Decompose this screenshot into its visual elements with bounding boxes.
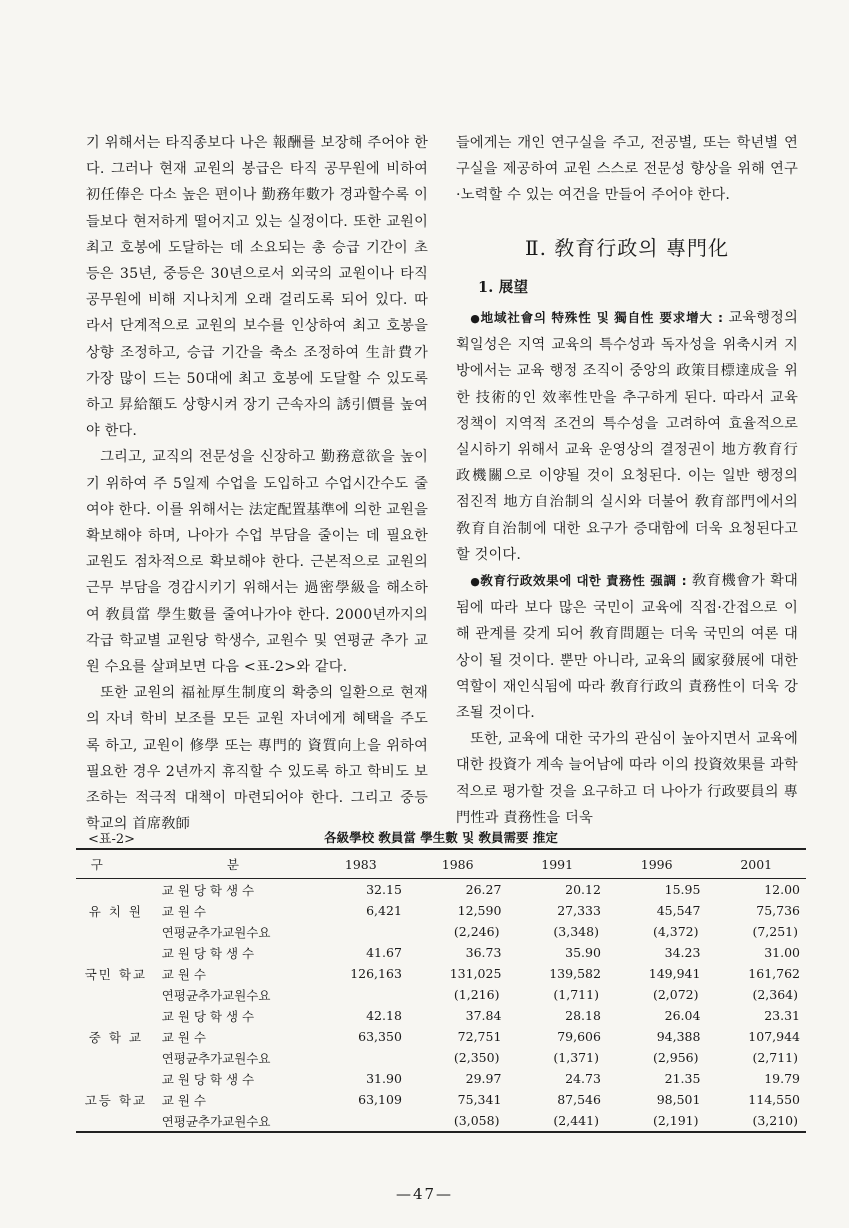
paragraph-lead: 敎育行政效果에 대한 責務性 强調 :	[480, 573, 692, 589]
table-cell: 19.79	[764, 1071, 800, 1086]
table-cell: 75,341	[457, 1092, 502, 1107]
paragraph	[456, 568, 798, 726]
table-cell: (3,348)	[553, 924, 599, 939]
header-year: 2001	[706, 849, 806, 879]
table-cell: (1,711)	[553, 987, 599, 1002]
table-cell: 63,109	[358, 1092, 402, 1107]
table-cell: 41.67	[366, 945, 402, 960]
table-row	[76, 1047, 806, 1068]
metric-label: 교 원 수	[161, 1092, 206, 1108]
table-cell: 139,582	[549, 966, 601, 981]
metric-label: 교 원 당 학 생 수	[161, 1008, 255, 1024]
table-row	[76, 984, 806, 1005]
table-cell: 114,550	[748, 1092, 800, 1107]
section-title: Ⅱ. 敎育行政의 專門化	[525, 235, 729, 260]
table-cell: (7,251)	[752, 924, 798, 939]
table-row	[76, 879, 806, 901]
metric-label: 교 원 수	[161, 1029, 206, 1045]
table-row	[76, 1005, 806, 1026]
table-cell: 37.84	[465, 1008, 502, 1023]
table-title: 各級學校 敎員當 學生數 및 敎員需要 推定	[324, 830, 558, 845]
table-cell: 42.18	[366, 1008, 402, 1023]
table-cell: (1,371)	[553, 1050, 599, 1065]
table-cell: 34.23	[664, 945, 701, 960]
right-text-column	[456, 130, 798, 831]
table-row	[76, 1068, 806, 1089]
table-cell: 20.12	[565, 882, 601, 897]
paragraph: 기 위해서는 타직종보다 나은 報酬를 보장해 주어야 한다. 그러나 현재 교원의 봉급은 타직 공무원에 비하여 初任俸은 다소 높은 편이나 勤務年數가 경과할수록 이들보다 현저하게 떨어지고 있는 실정이다. 또한 교원이 최고 호봉에 도달하는 데 소요되는 총 승급 기간이 초등은 35년, 중등은 30년으로서 외국의 교원이나 타직 공무원에 비해 지나치게 오래 걸리도록 되어 있다. 따라서 단계적으로 교원의 보수를 인상하여 최고 호봉을 상향 조정하고, 승급 기간을 축소 조정하여 生計費가 가장 많이 드는 50대에 최고 호봉에 도달할 수 있도록 하고 昇給額도 상향시켜 장기 근속자의 誘引價를 높여야 한다.	[86, 135, 428, 440]
metric-label: 연평균추가교원수요	[161, 1113, 271, 1129]
table-cell: 87,546	[557, 1092, 601, 1107]
table-cell: 31.00	[764, 945, 800, 960]
table-cell: (2,191)	[652, 1113, 699, 1128]
table-cell: 21.35	[664, 1071, 701, 1086]
header-year: 1991	[507, 849, 607, 879]
table-cell: (2,711)	[752, 1050, 798, 1065]
table-cell: 26.27	[465, 882, 502, 897]
table-cell: 23.31	[764, 1008, 800, 1023]
table-row	[76, 1089, 806, 1110]
table-cell: 29.97	[465, 1071, 502, 1086]
school-name: 국민 학교	[84, 966, 148, 982]
table-cell: 32.15	[366, 882, 402, 897]
table-cell: (2,441)	[553, 1113, 599, 1128]
header-gubun: 구 분	[76, 849, 314, 879]
spacer	[314, 921, 408, 942]
table-cell: (2,246)	[453, 924, 500, 939]
table-body	[76, 879, 806, 1133]
metric-label: 교 원 당 학 생 수	[161, 945, 255, 961]
table-cell: 6,421	[366, 903, 402, 918]
table-row	[76, 1110, 806, 1132]
subsection-title: 1. 展望	[478, 278, 529, 296]
table-row	[76, 942, 806, 963]
table-cell: 161,762	[748, 966, 800, 981]
header-year: 1996	[607, 849, 707, 879]
table-cell: 63,350	[358, 1029, 402, 1044]
table-cell: 28.18	[565, 1008, 601, 1023]
paragraph-body: 교육행정의 획일성은 지역 교육의 특수성과 독자성을 위축시켜 지방에서는 교육 행정 조직이 중앙의 政策目標達成을 위한 技術的인 效率性만을 추구하게 된다. 따라서 교육 정책이 지역적 조건의 특수성을 고려하여 효율적으로 실시하기 위해서 교육 운영상의 결정권이 地方敎育行政機關으로 이양될 것이 요청된다. 이는 일반 행정의 점진적 地方自治制의 실시와 더불어 敎育部門에서의 敎育自治制에 대한 요구가 증대함에 더욱 요청된다고 할 것이다.	[456, 310, 798, 563]
table-cell: 131,025	[449, 966, 502, 981]
table-cell: 35.90	[565, 945, 601, 960]
spacer	[314, 1110, 408, 1132]
metric-label: 연평균추가교원수요	[161, 1050, 271, 1066]
table-cell: (4,372)	[652, 924, 699, 939]
table-cell: (2,956)	[652, 1050, 699, 1065]
table-cell: 107,944	[748, 1029, 800, 1044]
bullet-icon: ●	[470, 575, 481, 589]
table-row	[76, 900, 806, 921]
metric-label: 교 원 수	[161, 903, 206, 919]
table-cell: (2,350)	[453, 1050, 500, 1065]
school-name: 고등 학교	[84, 1092, 148, 1108]
paragraph: 또한 교원의 福祉厚生制度의 확충의 일환으로 현재의 자녀 학비 보조를 모든 교원 자녀에게 혜택을 주도록 하고, 교원이 修學 또는 專門的 資質向上을 위하여 필요한 경우 2년까지 휴직할 수 있도록 하고 학비도 보조하는 적극적 대책이 마련되어야 한다. 그리고 중등 학교의 首席敎師	[86, 685, 428, 833]
table-label: <표-2>	[88, 832, 136, 847]
table-section	[76, 826, 806, 1133]
school-name: 유 치 원	[88, 903, 143, 919]
table-cell: 12,590	[457, 903, 502, 918]
table-row	[76, 963, 806, 984]
page-number: —47—	[395, 1185, 454, 1203]
table-cell: (2,364)	[752, 987, 798, 1002]
table-cell: 12.00	[764, 882, 800, 897]
table-cell: 126,163	[350, 966, 402, 981]
table-cell: 75,736	[756, 903, 800, 918]
metric-label: 교 원 당 학 생 수	[161, 1071, 255, 1087]
table-cell: (3,210)	[752, 1113, 798, 1128]
paragraph-body: 敎育機會가 확대됨에 따라 보다 많은 국민이 교육에 직접·간접으로 이해 관계를 갖게 되어 敎育問題는 더욱 국민의 여론 대상이 될 것이다. 뿐만 아니라, 교육의 國家發展에 대한 역할이 재인식됨에 따라 敎育行政의 責務性이 더욱 강조될 것이다.	[456, 573, 798, 722]
table-cell: 27,333	[557, 903, 601, 918]
table-cell: 45,547	[656, 903, 701, 918]
metric-label: 교 원 당 학 생 수	[161, 882, 255, 898]
table-header-row	[76, 849, 806, 879]
metric-label: 연평균추가교원수요	[161, 924, 271, 940]
table-cell: 94,388	[656, 1029, 701, 1044]
table-cell: (3,058)	[453, 1113, 500, 1128]
paragraph	[456, 305, 798, 568]
paragraph: 들에게는 개인 연구실을 주고, 전공별, 또는 학년별 연구실을 제공하여 교원 스스로 전문성 향상을 위해 연구·노력할 수 있는 여건을 만들어 주어야 한다.	[456, 135, 798, 204]
table-cell: 24.73	[565, 1071, 601, 1086]
table-row	[76, 921, 806, 942]
header-year: 1986	[408, 849, 508, 879]
table-row	[76, 1026, 806, 1047]
paragraph: 또한, 교육에 대한 국가의 관심이 높아지면서 교육에 대한 投資가 계속 늘어남에 따라 이의 投資效果를 과학적으로 평가할 것을 요구하고 더 나아가 行政要員의 專門性과 責務性을 더욱	[456, 731, 798, 826]
teacher-demand-table	[76, 848, 806, 1133]
paragraph-lead: 地域社會의 特殊性 및 獨自性 要求增大 :	[480, 310, 729, 326]
table-cell: 15.95	[664, 882, 701, 897]
table-cell: (1,216)	[453, 987, 500, 1002]
header-year: 1983	[314, 849, 408, 879]
spacer	[314, 984, 408, 1005]
metric-label: 교 원 수	[161, 966, 206, 982]
left-text-column	[86, 130, 428, 837]
table-cell: 36.73	[465, 945, 502, 960]
metric-label: 연평균추가교원수요	[161, 987, 271, 1003]
paragraph: 그리고, 교직의 전문성을 신장하고 勤務意欲을 높이기 위하여 주 5일제 수업을 도입하고 수업시간수도 줄여야 한다. 이를 위해서는 法定配置基準에 의한 교원을 확보해야 하며, 나아가 수업 부담을 줄이는 데 필요한 교원도 점차적으로 확보해야 한다. 근본적으로 교원의 근무 부담을 경감시키기 위해서는 過密學級을 해소하여 敎員當 學生數를 줄여나가야 한다. 2000년까지의 각급 학교별 교원당 학생수, 교원수 및 연평균 추가 교원 수요를 살펴보면 다음 <표-2>와 같다.	[86, 449, 428, 676]
spacer	[314, 1047, 408, 1068]
table-cell: 31.90	[366, 1071, 402, 1086]
table-cell: 149,941	[648, 966, 701, 981]
table-cell: 26.04	[664, 1008, 701, 1023]
table-cell: (2,072)	[652, 987, 699, 1002]
bullet-icon: ●	[470, 312, 481, 326]
table-caption	[76, 826, 806, 848]
table-cell: 72,751	[457, 1029, 502, 1044]
table-cell: 79,606	[557, 1029, 601, 1044]
table-cell: 98,501	[656, 1092, 701, 1107]
school-name: 중 학 교	[88, 1029, 143, 1045]
